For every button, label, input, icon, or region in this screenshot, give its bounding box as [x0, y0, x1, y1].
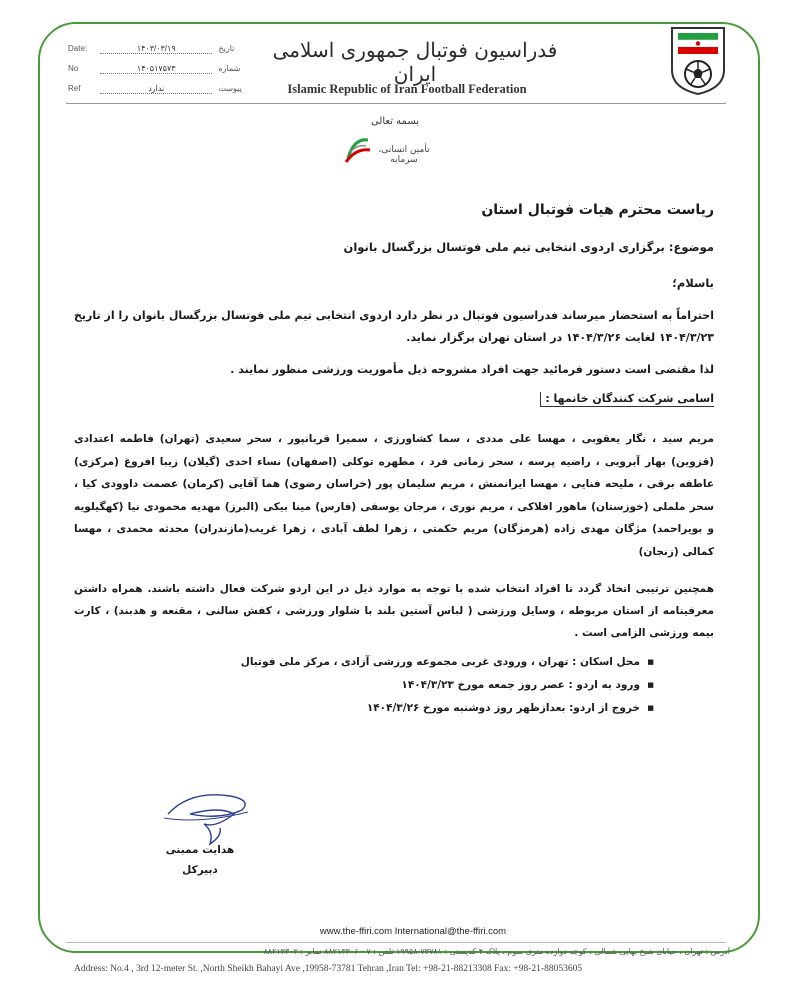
bismillah: بسمه تعالی: [370, 116, 420, 127]
address-en: Address: No.4 , 3rd 12-meter St. ,North Sheikh Bahayi Ave ,19958-73781 Tehran ,Iran Tel: +98-21-88213308 Fax: +98-21-88053605: [74, 964, 583, 974]
federation-title-fa: فدراسیون فوتبال جمهوری اسلامی ایران: [272, 38, 558, 86]
footer-divider: [66, 942, 726, 943]
federation-title-en: Islamic Republic of Iran Football Federation: [287, 82, 527, 96]
address-fa: آدرس : تهران ، خیابان شیخ بهایی شمالی ، کوچه دوازده متری سوم ، پلاک ۴ کدپستی : ۷۳۷۸۱-۱۹۹۵۸ تلفن : ۷ - ۸۸۲۱۳۳۰۶ نمابر : ۸۸۲۱۳۳۰۲: [263, 947, 730, 956]
federation-logo-icon: [668, 26, 728, 96]
ref-value: ندارد: [100, 84, 212, 94]
number-value: ۱۴۰۵۱۷۵۷۳: [100, 64, 212, 74]
requirements-paragraph: همچنین ترتیبی اتخاذ گردد تا افراد انتخاب شده با توجه به موارد ذیل در این اردو شرکت فعال داشته باشند. همراه داشتن معرفینامه از استان مربوطه ، وسایل ورزشی ( لباس آستین بلند با شلوار ورزشی ، کفش سالنی ، مقنعه و هدبند) ، کارت بیمه ورزشی الزامی است .: [74, 583, 714, 639]
camp-details-list: [241, 651, 654, 720]
participants-heading: اسامی شرکت کنندگان خانمها :: [540, 392, 714, 407]
number-row: [68, 64, 240, 74]
date-label-fa: تاریخ: [218, 44, 235, 53]
greeting: باسلام؛: [672, 276, 714, 290]
list-item: ■ محل اسکان : تهران ، ورودی غربی مجموعه ورزشی آزادی ، مرکز ملی فوتبال: [241, 651, 654, 674]
date-label: Date:: [68, 44, 88, 53]
ref-label: Ref: [68, 84, 81, 93]
signatory-name: هدایت ممبنی: [165, 844, 235, 856]
request-paragraph: لذا مقتضی است دستور فرمائید جهت افراد مشروحه ذیل مأموریت ورزشی منظور نمایند .: [230, 363, 714, 376]
signature-scribble-icon: [160, 784, 260, 852]
participants-list: مریم سید ، نگار یعقوبی ، مهسا علی مددی ، سما کشاورزی ، سمیرا قربانپور ، سحر سعیدی (تهران) فاطمه اعتدادی (قزوین) بهار آبرویی ، راضیه پرسه ، سحر زمانی فرد ، مطهره توکلی (اصفهان) نساء احدی (گیلان) زیبا افروغ (مرکزی) عاطفه برقی ، ملیحه فنایی ، مهسا ایرانمنش ، مریم سلیمان پور (خراسان رضوی) هما آقایی (کرمان) عصمت داوودی کیا ، سحر ململی (خوزستان) ماهور افلاکی ، مریم نوری ، مرجان یوسفی (فارس) مینا بیکی (البرز) مهدیه محمودی نیا (کهگیلویه و بویراحمد) مژگان مهدی زاده (هرمزگان) مریم حکمتی ، زهرا لطف آبادی ، زهرا غریب(مازندران) محدثه محمدی ، مهسا کمالی (زنجان): [74, 433, 714, 558]
ref-label-fa: پیوست: [218, 84, 242, 93]
signatory-title: دبیرکل: [182, 864, 218, 876]
header-divider: [66, 103, 726, 104]
number-label: No: [68, 64, 79, 73]
intro-paragraph: احتراماً به استحضار میرساند فدراسیون فوتبال در نظر دارد اردوی انتخابی تیم ملی فوتسال بزرگسال بانوان را از تاریخ ۱۴۰۴/۳/۲۳ لغایت ۱۴۰۴/۳/۲۶ در استان تهران برگزار نماید.: [74, 309, 714, 344]
subject-line: موضوع: برگزاری اردوی انتخابی تیم ملی فوتسال بزرگسال بانوان: [343, 240, 714, 254]
list-item: ■ ورود به اردو : عصر روز جمعه مورخ ۱۴۰۴/۳/۲۳: [241, 674, 654, 697]
year-slogan: تأمین انسانی، سرمایه: [378, 145, 430, 165]
list-item: ■ خروج از اردو: بعدازظهر روز دوشنبه مورخ ۱۴۰۴/۳/۲۶: [241, 697, 654, 720]
ref-row: [68, 84, 242, 94]
date-row: [68, 44, 234, 54]
contact-links: www.the-ffiri.com International@the-ffiri.com: [270, 926, 556, 937]
recipient: ریاست محترم هیات فوتبال استان: [481, 202, 714, 218]
number-label-fa: شماره: [218, 64, 241, 73]
date-value: ۱۴۰۳/۰۳/۱۹: [100, 44, 212, 54]
